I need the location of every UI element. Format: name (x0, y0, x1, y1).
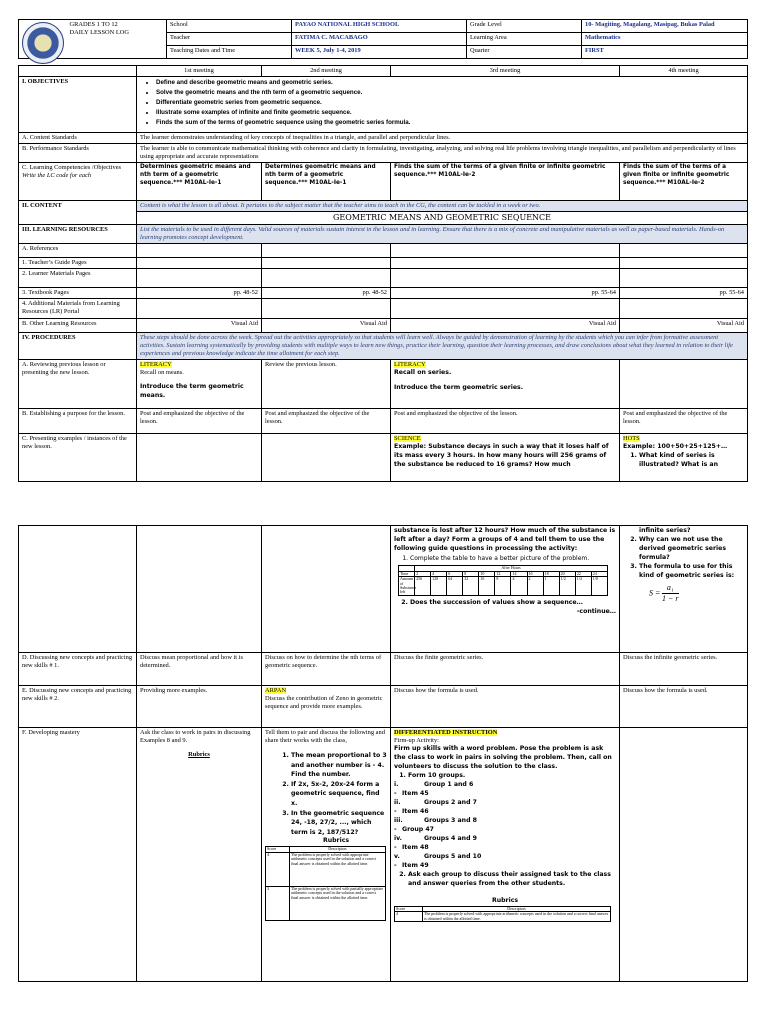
objective-item: • Illustrate some examples of infinite and finite geometric sequence. (156, 108, 744, 118)
group-assignments: i. Group 1 and 6 - Item 45 ii. Groups 2 and 7 - Item 46 iii. Groups 3 and 8 - Group 47 iv. Groups 4 and 9 - Item 48 v. Groups 5 and 10 - Item 49 (394, 780, 482, 869)
meeting-2-header: 2nd meeting (262, 66, 391, 77)
proc-d-label: D. Discussing new concepts and practicing new skills # 1. (19, 653, 137, 686)
competency-m1: Determines geometric means and nth term of a geometric sequence.*** M10AL-Ie-1 (137, 163, 262, 201)
proc-c-m4-q1: 1. What kind of series is illustrated? What is an (639, 452, 744, 470)
proc-a-m1-line1: Recall on means. (140, 369, 184, 376)
proc-a-m3-line2: Introduce the term geometric series. (394, 383, 524, 391)
proc-f-m3-text: Firm up skills with a word problem. Pose the problem is ask the class to work in pairs in solving the problem. Then, call on volunteers to discuss the solution to the class. (394, 745, 612, 770)
rubrics-heading: Rubrics (491, 896, 519, 904)
proc-d-m3: Discuss the finite geometric series. (391, 653, 620, 686)
teacher-label: Teacher (167, 33, 292, 46)
dates-label: Teaching Dates and Time (167, 46, 292, 59)
pair-problem: 3. In the geometric sequence 24, -18, 27/2, ..., which term is 2, 187/512? (291, 809, 387, 838)
lesson-table-2 (18, 525, 748, 982)
rubric-row: 4 The problem is properly solved with appropriate arithmetic concepts used in the solution and a correct final answer is obtained within the allotted time. (395, 912, 611, 922)
proc-c-m4-q1-cont: infinite series? (639, 527, 691, 534)
objective-item: • Solve the geometric means and the nth term of a geometric sequence. (156, 88, 744, 98)
decay-table-header: After Hours (415, 566, 608, 571)
lesson-log-page-2 (18, 525, 747, 982)
group-step-2: 2. Ask each group to discuss their assigned task to the class and answer queries from the other students. (408, 871, 616, 889)
performance-standards-label: B. Performance Standards (19, 144, 137, 163)
proc-b-m4: Post and emphasized the objective of the lesson. (620, 409, 748, 434)
content-standards-text: The learner demonstrates understanding of key concepts of inequalities in a triangle, and parallel and perpendicular lines. (137, 133, 748, 144)
proc-b-label: B. Establishing a purpose for the lesson. (19, 409, 137, 434)
continue-marker: -continue… (576, 607, 616, 615)
proc-e-m3: Discuss how the formula is used. (391, 686, 620, 728)
grade-label: Grade Level (467, 20, 582, 33)
proc-a-label: A. Reviewing previous lesson or presenting the new lesson. (19, 360, 137, 409)
school-value: PAYAO NATIONAL HIGH SCHOOL (292, 20, 467, 33)
proc-f-m1: Ask the class to work in pairs in discussing Examples 8 and 9. (140, 729, 251, 744)
proc-e-m2: Discuss the contribution of Zeno in geometric sequence and provide more examples. (265, 695, 383, 710)
proc-c-m4-text: Example: 100+50+25+125+… (623, 443, 728, 450)
content-label: II. CONTENT (19, 201, 137, 225)
objective-item: • Differentiate geometric series from geometric sequence. (156, 98, 744, 108)
competency-m4: Finds the sum of the terms of a given finite or infinite geometric sequence.*** M10AL-Ie-2 (620, 163, 748, 201)
competencies-sublabel: Write the LC code for each (22, 172, 92, 179)
proc-e-m4: Discuss how the formula is used. (620, 686, 748, 728)
dates-value: WEEK 5, July 1-4, 2019 (292, 46, 467, 59)
proc-f-m3-sub: Firm-up Activity: (394, 737, 439, 744)
group-step-1: 1. Form 10 groups. (408, 772, 616, 781)
other-resources-m2: Visual Aid (262, 319, 391, 333)
rubrics-heading: Rubrics (322, 837, 350, 845)
rubric-row: 3 The problem is properly solved with partially appropriate arithmetic concepts used in the solution and a correct final answer is obtained within the allotted time. (266, 886, 386, 920)
guide-question-2: 2. Does the succession of values show a sequence… (410, 599, 616, 608)
competency-m2: Determines geometric means and nth term of a geometric sequence.*** M10AL-Ie-1 (262, 163, 391, 201)
references-label: A. References (19, 244, 137, 258)
resources-note: List the materials to be used in different days. Valid sources of materials sustain interest in the lesson and in learning. Ensure that there is a mix of concrete and manipulative materials as well as paper-based materials. Hands-on learning promotes concept development. (137, 225, 748, 244)
lesson-log-page-1 (18, 19, 747, 482)
textbook-pages-m2: pp. 48-52 (262, 288, 391, 299)
proc-a-m3-line1: Recall on series. (394, 369, 452, 376)
proc-f-label: F. Developing mastery (19, 728, 137, 982)
pair-problem: 1. The mean proportional to 3 and another number is - 4. Find the number. (291, 751, 387, 780)
competencies-label: C. Learning Competencies /Objectives (22, 164, 122, 171)
other-resources-m4: Visual Aid (620, 319, 748, 333)
grade-value: 10- Magiting, Magalang, Masipag, Bukas Palad (582, 20, 748, 33)
proc-d-m4: Discuss the infinite geometric series. (620, 653, 748, 686)
proc-c-m4-q2: 2. Why can we not use the derived geometric series formula? (639, 536, 744, 563)
content-standards-label: A. Content Standards (19, 133, 137, 144)
proc-c-m4-q3: 3. The formula to use for this kind of geometric series is: (639, 563, 744, 581)
rubric-table: Score Descriptors 4 The problem is properly solved with appropriate arithmetic concepts used in the solution and a correct final answer is obtained within the allotted time. (394, 906, 611, 922)
school-logo-cell (19, 20, 67, 59)
proc-f-m2-intro: Tell them to pair and discuss the following and share their works with the class, (265, 729, 385, 744)
rubrics-heading: Rubrics (188, 751, 210, 758)
form-title-1: GRADES 1 TO 12 (69, 21, 118, 28)
rubric-row: 4 The problem is properly solved with appropriate arithmetic concepts used in the solution and a correct final answer is obtained within the allotted time. (266, 852, 386, 886)
proc-c-label: C. Presenting examples / instances of the new lesson. (19, 434, 137, 482)
textbook-label: 3. Textbook Pages (19, 288, 137, 299)
other-resources-label: B. Other Learning Resources (19, 319, 137, 333)
meeting-4-header: 4th meeting (620, 66, 748, 77)
objective-item: • Finds the sum of the terms of geometric sequence using the geometric series formula. (156, 118, 744, 128)
teacher-value: FATIMA C. MACABAGO (292, 33, 467, 46)
lesson-table-1 (18, 65, 748, 482)
pair-problem: 2. If 2x, 5x-2, 20x-24 form a geometric sequence, find x. (291, 780, 387, 809)
rubric-table: Score Descriptors 4 The problem is properly solved with appropriate arithmetic concepts used in the solution and a correct final answer is obtained within the allotted time. 3 The problem is properly solved with partially appropriate arithmetic concepts used in the solution and a correct final answer is obtained within the allotted time. (265, 846, 386, 920)
other-resources-m3: Visual Aid (391, 319, 620, 333)
decay-row-amount: Amount of Substance left 256 128 64 32 16 8 4 2 1 1/2 1/4 1/8 (399, 577, 608, 596)
proc-b-m1: Post and emphasized the objective of the lesson. (137, 409, 262, 434)
textbook-pages-m1: pp. 48-52 (137, 288, 262, 299)
performance-standards-text: The learner is able to communicate mathematical thinking with coherence and clarity in formulating, investigating, analyzing, and solving real life problems involving triangle inequalities, and parallelism and perpendicularity of lines using appropriate and accurate representations (137, 144, 748, 163)
objectives-label: I. OBJECTIVES (19, 77, 137, 133)
science-tag: SCIENCE (394, 435, 421, 442)
proc-c-m3-cont: substance is lost after 12 hours? How much of the substance is left after a day? Form a groups of 4 and tell them to use the following guide questions in processing the activity: (394, 527, 616, 552)
guide-question-1: 1. Complete the table to have a better picture of the problem. (410, 555, 616, 563)
resources-label: III. LEARNING RESOURCES (19, 225, 137, 244)
procedures-note: These steps should be done across the week. Spread out the activities appropriately so that students will learn well. Always be guided by demonstration of learning by the students which you can infer from formative assessment activities. Sustain learning systematically by providing students with multiple ways to learn new things, practice their learning, question their learning processes, and draw conclusions about what they learned in relation to their life experiences and previous knowledge indicate the time allotment for each step. (137, 333, 748, 360)
other-resources-m1: Visual Aid (137, 319, 262, 333)
procedures-label: IV. PROCEDURES (19, 333, 137, 360)
proc-c-m3-text: Example: Substance decays in such a way that it loses half of its mass every 3 hours. In how many hours will 256 grams of the substance be reduced to 16 grams? How much (394, 443, 609, 468)
content-note: Content is what the lesson is all about. It pertains to the subject matter that the teacher aims to teach in the CG, the content can be tackled in a week or two. (137, 201, 748, 212)
proc-e-m1: Providing more examples. (137, 686, 262, 728)
tg-label: 1. Teacher’s Guide Pages (19, 258, 137, 269)
proc-d-m2: Discuss on how to determine the nth terms of geometric sequence. (262, 653, 391, 686)
literacy-tag: LITERACY (140, 361, 172, 368)
quarter-value: FIRST (582, 46, 748, 59)
objective-item: • Define and describe geometric means and geometric series. (156, 78, 744, 88)
hots-tag: HOTS (623, 435, 640, 442)
meeting-1-header: 1st meeting (137, 66, 262, 77)
textbook-pages-m4: pp. 55-64 (620, 288, 748, 299)
proc-a-m1-line2: Introduce the term geometric means. (140, 383, 244, 399)
literacy-tag: LITERACY (394, 361, 426, 368)
quarter-label: Quarter (467, 46, 582, 59)
proc-b-m3: Post and emphasized the objective of the lesson. (391, 409, 620, 434)
header-table (18, 19, 748, 59)
infinite-sum-formula: S = $\frac{\text{a₁}}{1 - r}$ (649, 582, 679, 603)
decay-table (398, 565, 608, 595)
arpan-tag: ARPAN (265, 687, 287, 694)
meeting-3-header: 3rd meeting (391, 66, 620, 77)
lm-label: 2. Learner Materials Pages (19, 269, 137, 288)
area-value: Mathematics (582, 33, 748, 46)
area-label: Learning Area (467, 33, 582, 46)
additional-materials-label: 4. Additional Materials from Learning Resources (LR) Portal (19, 299, 137, 319)
decay-row-time: Time 2 4 6 8 10 12 14 16 18 20 22 24 (399, 571, 608, 576)
proc-b-m2: Post and emphasized the objective of the lesson. (262, 409, 391, 434)
objectives-list (140, 78, 744, 128)
differentiated-tag: DIFFERENTIATED INSTRUCTION (394, 729, 498, 736)
proc-e-label: E. Discussing new concepts and practicing new skills # 2. (19, 686, 137, 728)
textbook-pages-m3: pp. 55-64 (391, 288, 620, 299)
competency-m3: Finds the sum of the terms of a given finite or infinite geometric sequence.*** M10AL-Ie-2 (391, 163, 620, 201)
content-topic: GEOMETRIC MEANS AND GEOMETRIC SEQUENCE (137, 212, 748, 225)
proc-d-m1: Discuss mean proportional and how it is determined. (137, 653, 262, 686)
school-label: School (167, 20, 292, 33)
form-title-2: DAILY LESSON LOG (69, 29, 129, 36)
deped-logo (22, 22, 64, 64)
proc-a-m2: Review the previous lesson. (262, 360, 391, 409)
